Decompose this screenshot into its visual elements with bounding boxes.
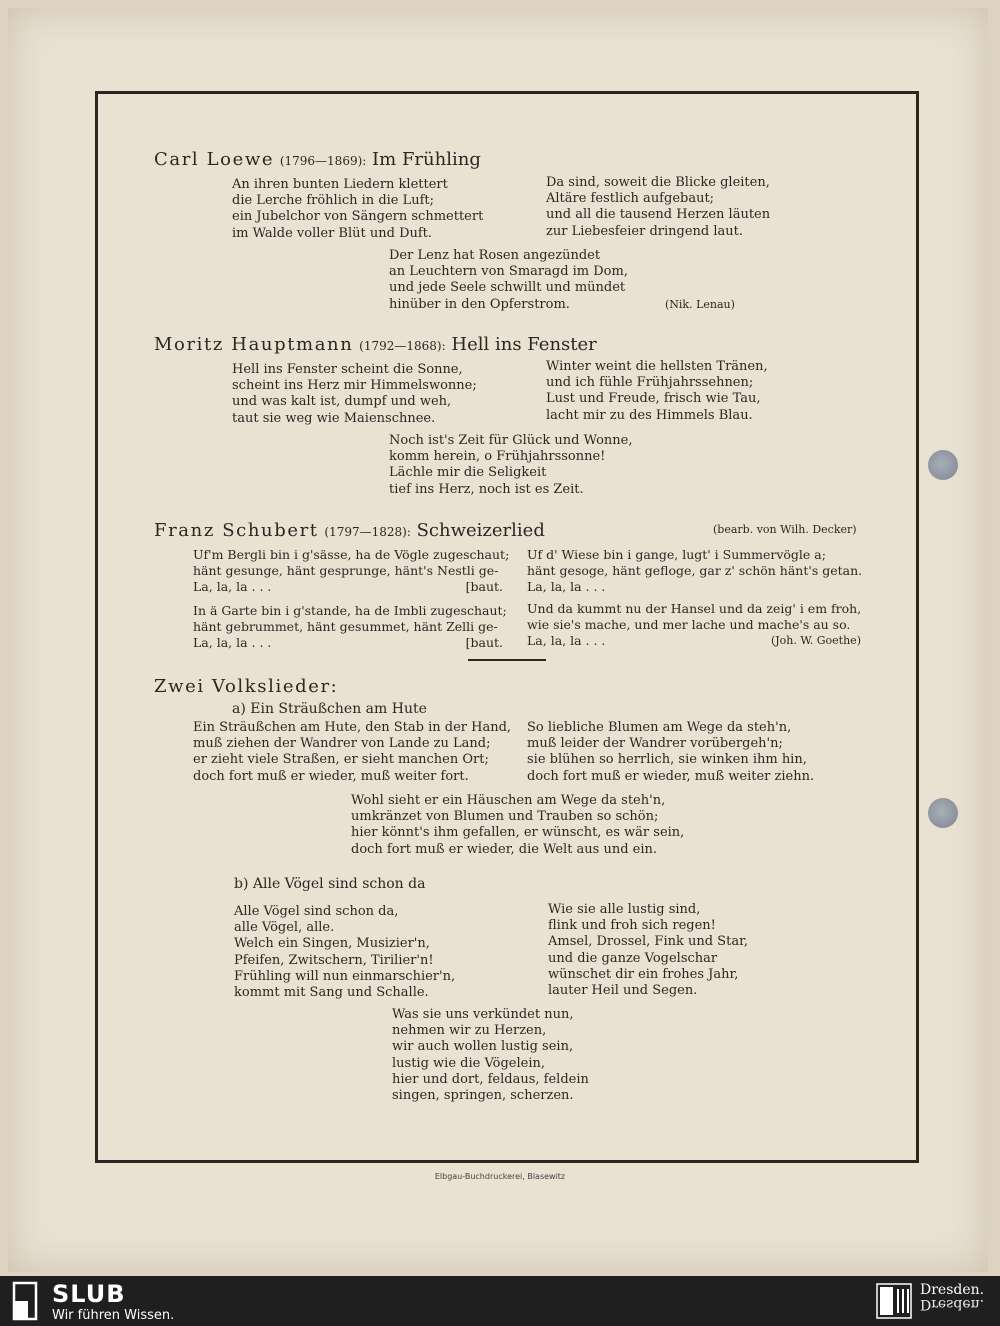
slub-logo-icon[interactable] <box>12 1281 40 1321</box>
song-title: b) Alle Vögel sind schon da <box>234 876 426 892</box>
stanza-right: Da sind, soweit die Blicke gleiten, Altäre festlich aufgebaut; und all die tausend Herzen läuten zur Liebesfeier dringend laut. <box>546 175 771 239</box>
song-title: Im Frühling <box>372 149 481 170</box>
stanza-left: An ihren bunten Liedern klettert die Lerche fröhlich in die Luft; ein Jubelchor von Sängern schmettert im Walde voller Blüt und Duft. <box>232 177 484 241</box>
stanza-center: Der Lenz hat Rosen angezündet an Leuchtern von Smaragd im Dom, und jede Seele schwillt und mündet hinüber in den Opferstrom. <box>389 248 628 312</box>
stanza-right: So liebliche Blumen am Wege da steh'n, muß leider der Wandrer vorübergeh'n; sie blühen so herrlich, sie winken ihm hin, doch fort muß er wieder, muß weiter ziehn. <box>527 720 815 784</box>
composer-years: (1792—1868): <box>359 339 446 353</box>
punch-hole <box>928 798 958 828</box>
stanza-center: Was sie uns verkündet nun, nehmen wir zu Herzen, wir auch wollen lustig sein, lustig wie die Vögelein, hier und dort, feldaus, feldein singen, springen, scherzen. <box>392 1007 589 1104</box>
slub-tagline: Wir führen Wissen. <box>52 1308 175 1323</box>
song-heading-schubert <box>154 520 545 541</box>
stanza-center: Wohl sieht er ein Häuschen am Wege da steh'n, umkränzet von Blumen und Trauben so schön; hier könnt's ihm gefallen, er wünscht, es wär sein, doch fort muß er wieder, die Welt aus und ein. <box>351 793 685 857</box>
composer-name: Moritz Hauptmann <box>154 334 354 355</box>
printer-imprint: Elbgau-Buchdruckerei, Blasewitz <box>434 1172 566 1181</box>
composer-years: (1797—1828): <box>324 525 411 539</box>
dresden-wordmark[interactable]: Dresden. Dresden. <box>920 1282 985 1312</box>
stanza-right: Uf d' Wiese bin i gange, lugt' i Summervögle a; hänt gesoge, hänt gefloge, gar z' schön hänt's getan. La, la, la . . . <box>527 547 863 595</box>
stanza-right: Winter weint die hellsten Tränen, und ich fühle Frühjahrssehnen; Lust und Freude, frisch wie Tau, lacht mir zu des Himmels Blau. <box>546 359 768 423</box>
section-divider <box>468 659 546 661</box>
stanza-left: In ä Garte bin i g'stande, ha de Imbli zugeschaut; hänt gebrummet, hänt gesummet, hänt Zelli ge- La, la, la . . . [baut. <box>193 603 507 651</box>
composer-name: Carl Loewe <box>154 149 275 170</box>
author-credit: (Nik. Lenau) <box>665 298 735 311</box>
song-heading-hauptmann <box>154 334 597 355</box>
song-title: Schweizerlied <box>416 520 545 541</box>
dresden-crest-icon <box>876 1283 912 1319</box>
stanza-right: Und da kummt nu der Hansel und da zeig' i em froh, wie sie's mache, und mer lache und mache's au so. La, la, la . . . (Joh. W. Goethe) <box>527 601 862 649</box>
stanza-left: Hell ins Fenster scheint die Sonne, scheint ins Herz mir Himmelswonne; und was kalt ist, dumpf und weh, taut sie weg wie Maienschnee. <box>232 362 477 426</box>
composer-name: Franz Schubert <box>154 520 319 541</box>
stanza-left: Uf'm Bergli bin i g'sässe, ha de Vögle zugeschaut; hänt gesunge, hänt gesprunge, hänt's Nestli ge- La, la, la . . . [baut. <box>193 547 510 595</box>
punch-hole <box>928 450 958 480</box>
arranger-credit: (bearb. von Wilh. Decker) <box>713 523 857 536</box>
composer-years: (1796—1869): <box>279 154 367 168</box>
song-heading-loewe <box>154 149 481 170</box>
song-title: a) Ein Sträußchen am Hute <box>232 701 427 717</box>
stanza-center: Noch ist's Zeit für Glück und Wonne, komm herein, o Frühjahrssonne! Lächle mir die Seligkeit tief ins Herz, noch ist es Zeit. <box>389 433 633 497</box>
stanza-right: Wie sie alle lustig sind, flink und froh sich regen! Amsel, Drossel, Fink und Star, und die ganze Vogelschar wünschet dir ein frohes Jahr, lauter Heil und Segen. <box>548 902 748 999</box>
folk-heading: Zwei Volkslieder: <box>154 676 339 697</box>
slub-brand[interactable]: SLUB <box>52 1280 126 1308</box>
stanza-left: Ein Sträußchen am Hute, den Stab in der Hand, muß ziehen der Wandrer von Lande zu Land; er zieht viele Straßen, er sieht manchen Ort; doch fort muß er wieder, muß weiter fort. <box>193 720 512 784</box>
author-credit: (Joh. W. Goethe) <box>770 634 861 648</box>
stanza-left: Alle Vögel sind schon da, alle Vögel, alle. Welch ein Singen, Musizier'n, Pfeifen, Zwitschern, Tirilier'n! Frühling will nun einmarschier'n, kommt mit Sang und Schalle. <box>234 904 456 1001</box>
song-title: Hell ins Fenster <box>451 334 597 355</box>
